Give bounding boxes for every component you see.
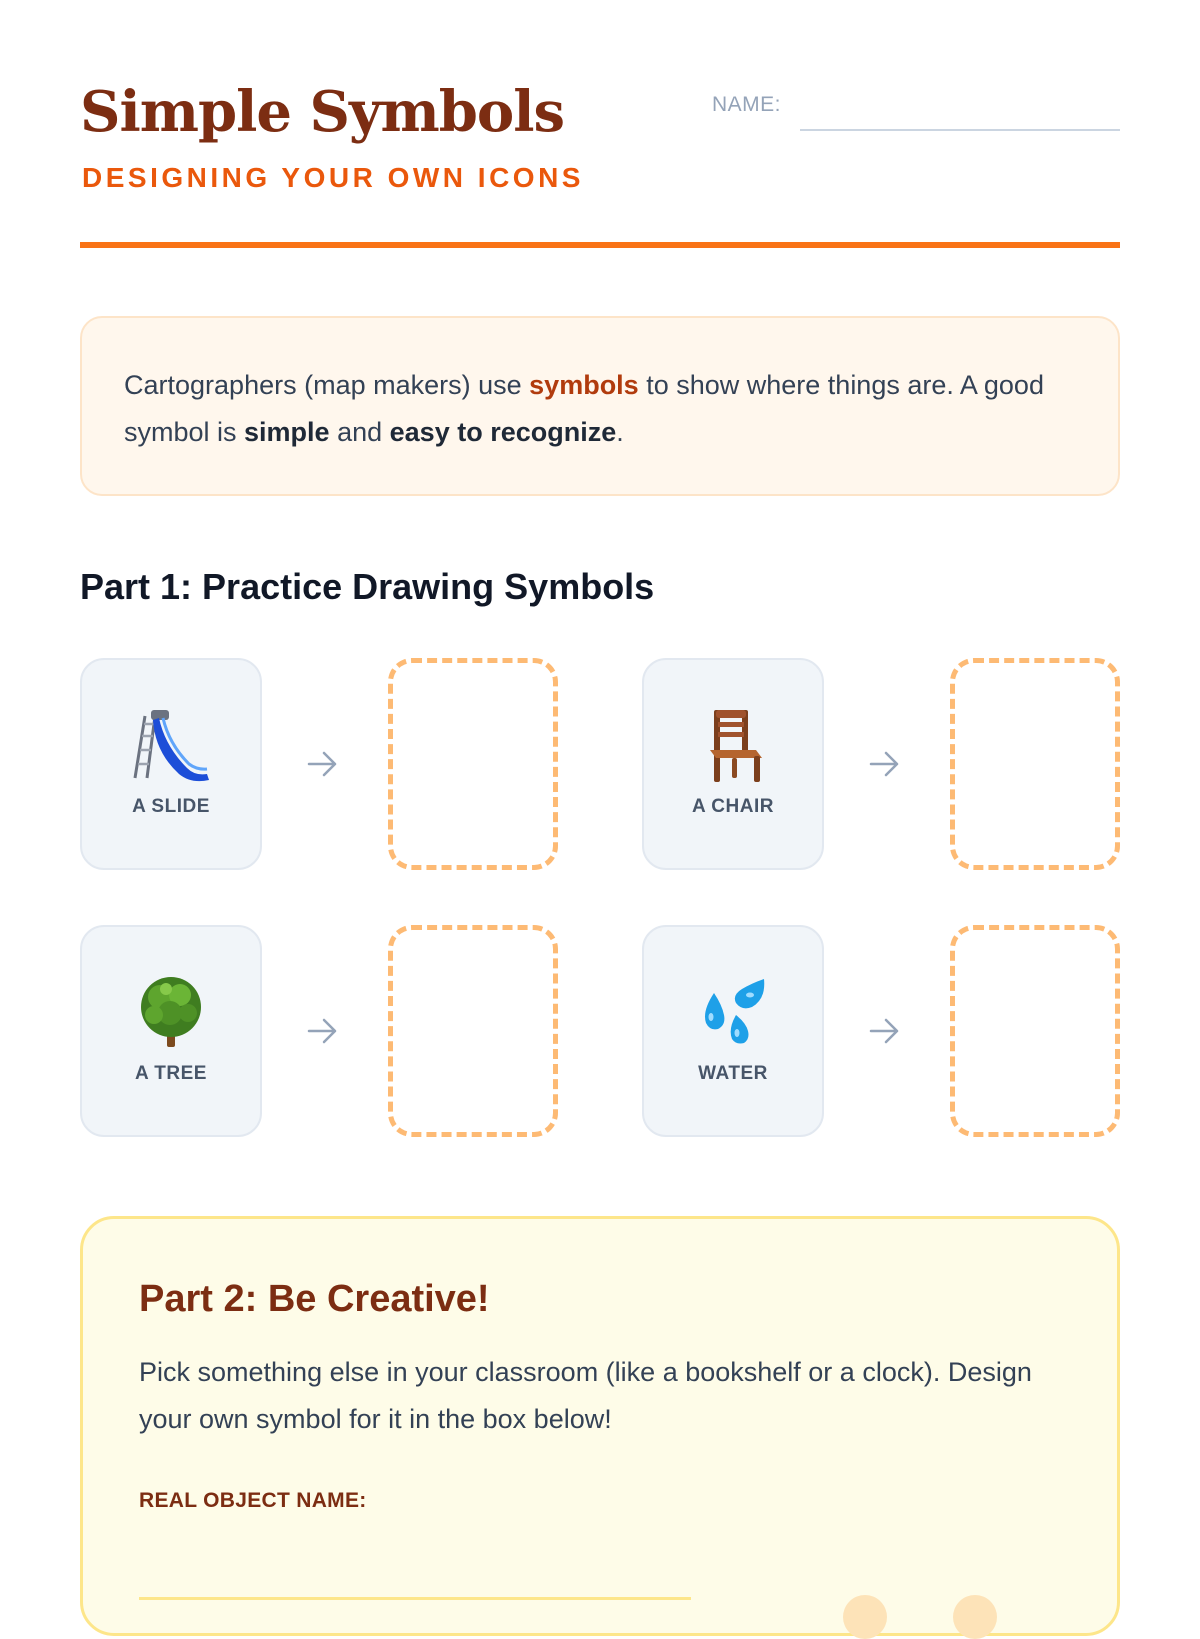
draw-box-chair[interactable] (950, 658, 1120, 870)
keyword-easy-to-recognize: easy to recognize (389, 417, 617, 447)
object-name-label: REAL OBJECT NAME: (139, 1489, 367, 1512)
name-write-line[interactable] (800, 129, 1120, 131)
intro-text: . (616, 417, 624, 447)
intro-box (80, 316, 1120, 496)
object-card-water (642, 925, 824, 1137)
object-card-slide (80, 658, 262, 870)
worksheet-page (80, 0, 1120, 1600)
object-card-chair (642, 658, 824, 870)
intro-text: Cartographers (map makers) use (124, 370, 530, 400)
arrow-right-icon (868, 1014, 902, 1048)
draw-box-tree[interactable] (388, 925, 558, 1137)
part2-heading: Part 2: Be Creative! (139, 1278, 490, 1320)
object-label: A TREE (135, 1063, 207, 1084)
slide-icon (82, 706, 260, 784)
water-drops-icon (644, 973, 822, 1051)
decorative-dot (843, 1595, 887, 1639)
worksheet-subtitle: DESIGNING YOUR OWN ICONS (82, 162, 584, 193)
intro-text: and (329, 417, 390, 447)
decorative-dot (953, 1595, 997, 1639)
arrow-right-icon (868, 747, 902, 781)
object-label: A CHAIR (692, 796, 774, 817)
keyword-simple: simple (244, 417, 330, 447)
chair-icon (644, 706, 822, 784)
intro-text: to show where things are. A good symbol is (124, 370, 1044, 447)
draw-box-slide[interactable] (388, 658, 558, 870)
draw-box-water[interactable] (950, 925, 1120, 1137)
object-label: WATER (698, 1063, 768, 1084)
header-divider (80, 242, 1120, 248)
part1-heading: Part 1: Practice Drawing Symbols (80, 566, 655, 607)
tree-icon (82, 973, 260, 1051)
part2-instructions: Pick something else in your classroom (like a bookshelf or a clock). Design your own symbol for it in the box below! (139, 1357, 1032, 1434)
arrow-right-icon (306, 1014, 340, 1048)
object-card-tree (80, 925, 262, 1137)
worksheet-title: Simple Symbols (80, 79, 565, 145)
arrow-right-icon (306, 747, 340, 781)
object-label: A SLIDE (132, 796, 210, 817)
keyword-symbols: symbols (529, 370, 639, 400)
part2-box (80, 1216, 1120, 1636)
name-label: NAME: (712, 93, 782, 116)
